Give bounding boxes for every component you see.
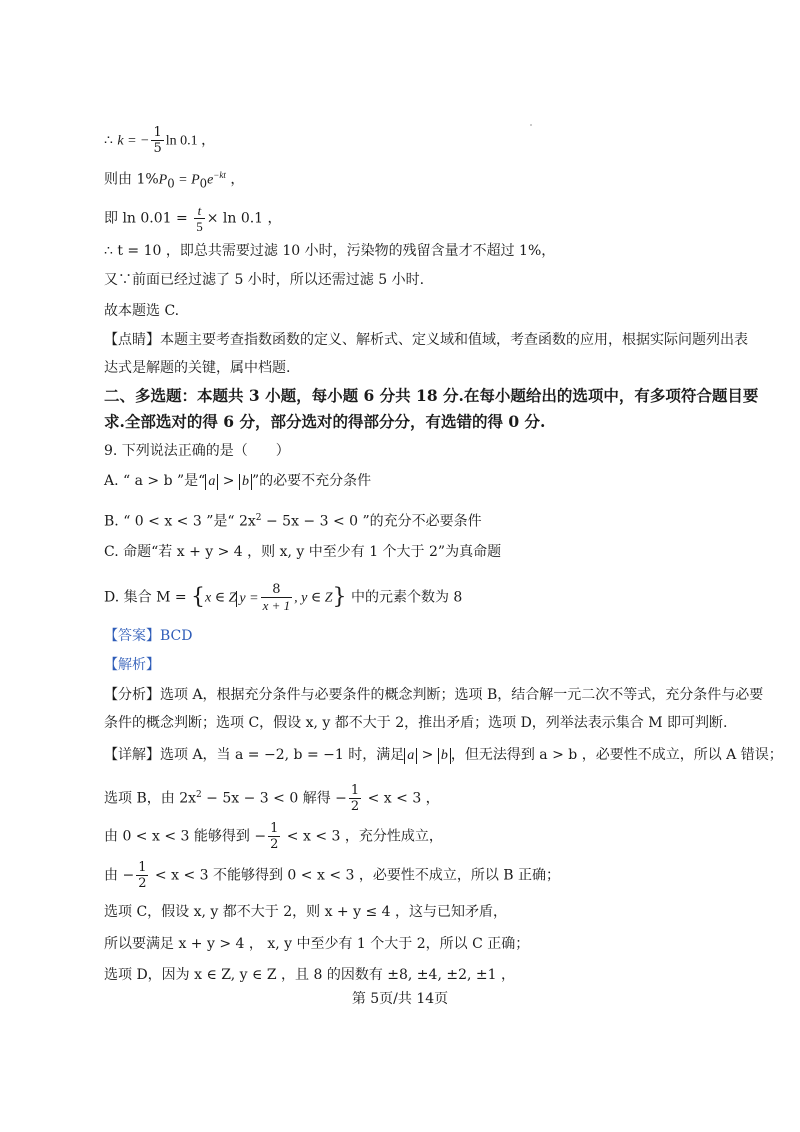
k-equation: k = − [117,133,150,149]
detail-4-tail: < x < 3 不能够得到 0 < x < 3 ，必要性不成立，所以 B 正确； [150,867,561,884]
answer-label: 【答案】BCD [104,628,193,644]
solution-line-t: ∴ t = 10 ，即总共需要过滤 10 小时，污染物的残留含量才不超过 1%， [104,243,556,259]
solution-line-choice: 故本题选 C. [104,303,180,319]
abs-a: a [404,748,417,764]
set-condition: y = [236,591,258,607]
option-a [104,471,371,491]
fraction-numerator: 1 [138,860,147,875]
fraction-denominator: 2 [138,876,147,891]
detail-line-3 [104,821,443,852]
fraction-denominator: 5 [153,141,162,156]
scan-speck [530,124,532,126]
fraction-numerator: 1 [350,783,360,798]
solution-line-exp [104,165,244,193]
right-brace: } [332,584,347,610]
set-element: x ∈ Z [205,590,237,606]
option-d-tail: 中的元素个数为 8 [346,589,463,606]
detail-line-2 [104,783,440,814]
fraction-t-over-5 [194,203,205,234]
detail-1-gt: > [417,747,438,763]
detail-1-text: 【详解】选项 A，当 a = −2, b = −1 时，满足 [104,747,405,763]
therefore-symbol: ∴ [104,132,113,149]
detail-2-square: 2 [196,789,202,800]
option-d-text: D. 集合 M = [104,589,192,606]
fraction-denominator: 2 [270,837,279,852]
abs-b: b [239,474,252,490]
fraction-denominator: x + 1 [262,598,291,613]
fraction-one-half [268,821,280,852]
solution-line-ln [104,203,282,234]
abs-b: b [438,748,451,764]
fraction-denominator: 2 [350,799,360,814]
abs-a: a [205,474,218,490]
left-brace: { [191,584,206,610]
exp-e: e [207,172,214,188]
detail-2-mid: − 5x − 3 < 0 解得 − [201,790,347,807]
option-b-tail: − 5x − 3 < 0 ”的充分不必要条件 [261,513,482,530]
detail-line-6: 所以要满足 x + y > 4 ， x, y 中至少有 1 个大于 2，所以 C 正确； [104,936,530,952]
detail-4-text: 由 − [104,867,135,884]
set-y-condition: , y ∈ Z [294,590,333,606]
comment-line-2: 达式是解题的关键，属中档题. [104,360,291,376]
fraction-one-half [349,783,361,814]
fraction-denominator: 5 [196,219,203,234]
solution-line-k [104,125,215,156]
exp-p2: = P [174,172,200,188]
ln-text-b: × ln 0.1 ， [206,210,282,227]
option-a-text: A. “ a > b ”是“ [104,473,206,489]
option-d [104,582,462,613]
analysis-line-1: 【分析】选项 A，根据充分条件与必要条件的概念判断；选项 B，结合解一元二次不等式，充分条件与必要 [104,687,764,703]
section-heading-line-1: 二、多选题：本题共 3 小题，每小题 6 分共 18 分.在每小题给出的选项中，有多项符合题目要 [104,386,759,405]
fraction-8-over-x-plus-1 [261,582,293,613]
detail-line-1 [104,745,783,765]
option-a-gt: > [218,473,239,489]
exp-text-a: 则由 1% [104,171,159,188]
detail-3-text: 由 0 < x < 3 能够得到 − [104,828,267,845]
detail-3-tail: < x < 3 ，充分性成立， [282,828,443,845]
exp-sub: 0 [167,176,175,191]
option-b-square: 2 [255,513,262,523]
detail-line-5: 选项 C，假设 x, y 都不大于 2，则 x + y ≤ 4 ，这与已知矛盾， [104,904,507,920]
option-b-text: B. “ 0 < x < 3 ”是“ 2x [104,513,256,530]
fraction-numerator: 1 [270,821,279,836]
comment-line-1: 【点睛】本题主要考查指数函数的定义、解析式、定义域和值域，考查函数的应用，根据实际问题列出表 [104,332,748,348]
fraction-numerator: 1 [153,125,162,140]
ln-text-a: 即 ln 0.01 = [104,210,193,227]
solution-line-already: 又∵前面已经过滤了 5 小时，所以还需过滤 5 小时. [104,272,425,288]
detail-line-7: 选项 D，因为 x ∈ Z, y ∈ Z ，且 8 的因数有 ±8, ±4, ±2, ±1 ， [104,967,515,983]
fraction-numerator: t [194,203,205,219]
k-equation-tail: ln 0.1 ， [165,133,216,149]
option-b [104,508,482,532]
fraction-numerator: 8 [261,582,293,598]
detail-line-4 [104,860,560,891]
analysis-label: 【解析】 [104,657,160,673]
fraction-one-fifth [151,125,163,156]
detail-2-tail: < x < 3 ， [363,790,440,807]
page-footer: 第 5页/共 14页 [351,991,449,1007]
option-c: C. 命题“若 x + y > 4 ，则 x, y 中至少有 1 个大于 2”为真命题 [104,544,502,560]
section-heading-line-2: 求.全部选对的得 6 分，部分选对的得部分分，有选错的得 0 分. [104,412,546,431]
fraction-one-half [136,860,148,891]
exp-sub2: 0 [199,176,208,191]
question-9-stem: 9. 下列说法正确的是（ ） [104,443,290,459]
exp-p: P [158,172,168,188]
detail-2-text: 选项 B，由 2x [104,790,196,807]
exp-power: −kt [213,170,226,180]
option-a-tail: ”的必要不充分条件 [251,473,372,489]
analysis-line-2: 条件的概念判断；选项 C，假设 x, y 都不大于 2，推出矛盾；选项 D，列举法表示集合 M 即可判断. [104,715,728,731]
exp-tail: ， [225,171,245,188]
detail-1-tail: ，但无法得到 a > b ，必要性不成立，所以 A 错误； [450,747,783,763]
